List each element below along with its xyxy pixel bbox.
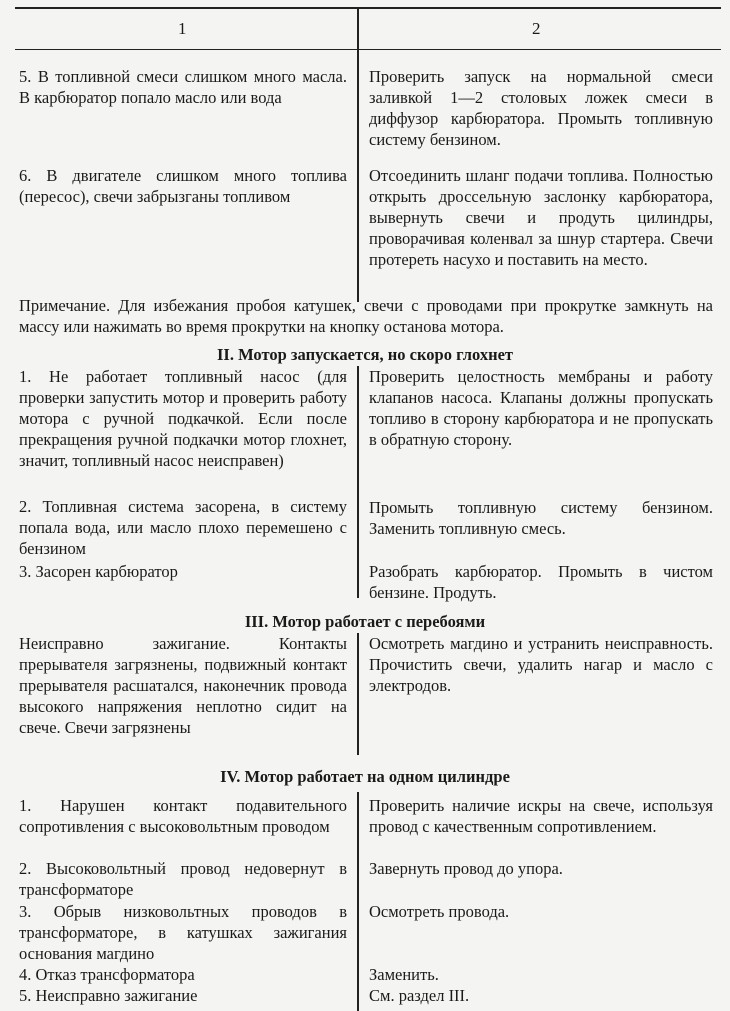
remedy-cell: Отсоединить шланг подачи топлива. Полностью открыть дроссельную заслонку карбюратора, вывернуть свечи и продуть цилиндры, проворачивая коленвал за шнур стартера. Свечи протереть насухо и поставить на место.	[369, 166, 713, 269]
remedy-cell: Завернуть провод до упора.	[369, 859, 563, 878]
section-title: IV. Мотор работает на одном цилиндре	[220, 767, 510, 786]
section-title: III. Мотор работает с перебоями	[244, 612, 486, 631]
remedy-cell: Заменить.	[369, 965, 439, 984]
column-1-header: 1	[178, 19, 187, 38]
cause-cell: 6. В двигателе слишком много топлива (пересос), свечи забрызганы топливом	[19, 166, 347, 206]
remedy-cell: См. раздел III.	[369, 986, 470, 1005]
cause-cell: 5. В топливной смеси слишком много масла. В карбюратор попало масло или вода	[19, 67, 347, 107]
remedy-cell: Проверить целостность мембраны и работу клапанов насоса. Клапаны должны пропускать топливо в сторону карбюратора и не пропускать в обратную сторону.	[369, 367, 713, 449]
cause-cell: 1. Нарушен контакт подавительного сопротивления с высоковольтным проводом	[19, 796, 347, 836]
cause-cell: 4. Отказ трансформатора	[19, 965, 195, 984]
remedy-cell: Проверить наличие искры на свече, используя провод с качественным сопротивлением.	[369, 796, 713, 836]
column-divider	[357, 7, 359, 302]
section-title: II. Мотор запускается, но скоро глохнет	[216, 345, 514, 364]
cause-cell: Неисправно зажигание. Контакты прерывателя загрязнены, подвижный контакт прерывателя расшатался, наконечник провода высокого напряжения неплотно сидит на свече. Свечи загрязнены	[19, 634, 347, 737]
column-divider	[357, 633, 359, 755]
note-paragraph: Примечание. Для избежания пробоя катушек, свечи с проводами при прокрутке замкнуть на массу или нажимать во время прокрутки на кнопку останова мотора.	[19, 296, 713, 336]
remedy-cell: Осмотреть провода.	[369, 902, 510, 921]
cause-cell: 1. Не работает топливный насос (для проверки запустить мотор и проверить работу мотора с ручной подкачкой. Если после прекращения ручной подкачки мотор глохнет, значит, топливный насос неисправен)	[19, 367, 347, 470]
remedy-cell: Промыть топливную систему бензином. Заменить топливную смесь.	[369, 498, 713, 538]
cause-cell: 2. Высоковольтный провод недовернут в трансформаторе	[19, 859, 347, 899]
remedy-cell: Проверить запуск на нормальной смеси заливкой 1—2 столовых ложек смеси в диффузор карбюратора. Промыть топливную систему бензином.	[369, 67, 713, 149]
column-divider	[357, 366, 359, 598]
remedy-cell: Осмотреть магдино и устранить неисправность. Прочистить свечи, удалить нагар и масло с электродов.	[369, 634, 713, 695]
table-header	[15, 7, 721, 50]
cause-cell: 5. Неисправно зажигание	[19, 986, 198, 1005]
cause-cell: 3. Засорен карбюратор	[19, 562, 178, 581]
cause-cell: 3. Обрыв низковольтных проводов в трансформаторе, в катушках зажигания основания магдино	[19, 902, 347, 963]
column-divider	[357, 792, 359, 1011]
remedy-cell: Разобрать карбюратор. Промыть в чистом бензине. Продуть.	[369, 562, 713, 602]
column-2-header: 2	[532, 19, 541, 38]
cause-cell: 2. Топливная система засорена, в систему попала вода, или масло плохо перемешено с бензином	[19, 497, 347, 558]
